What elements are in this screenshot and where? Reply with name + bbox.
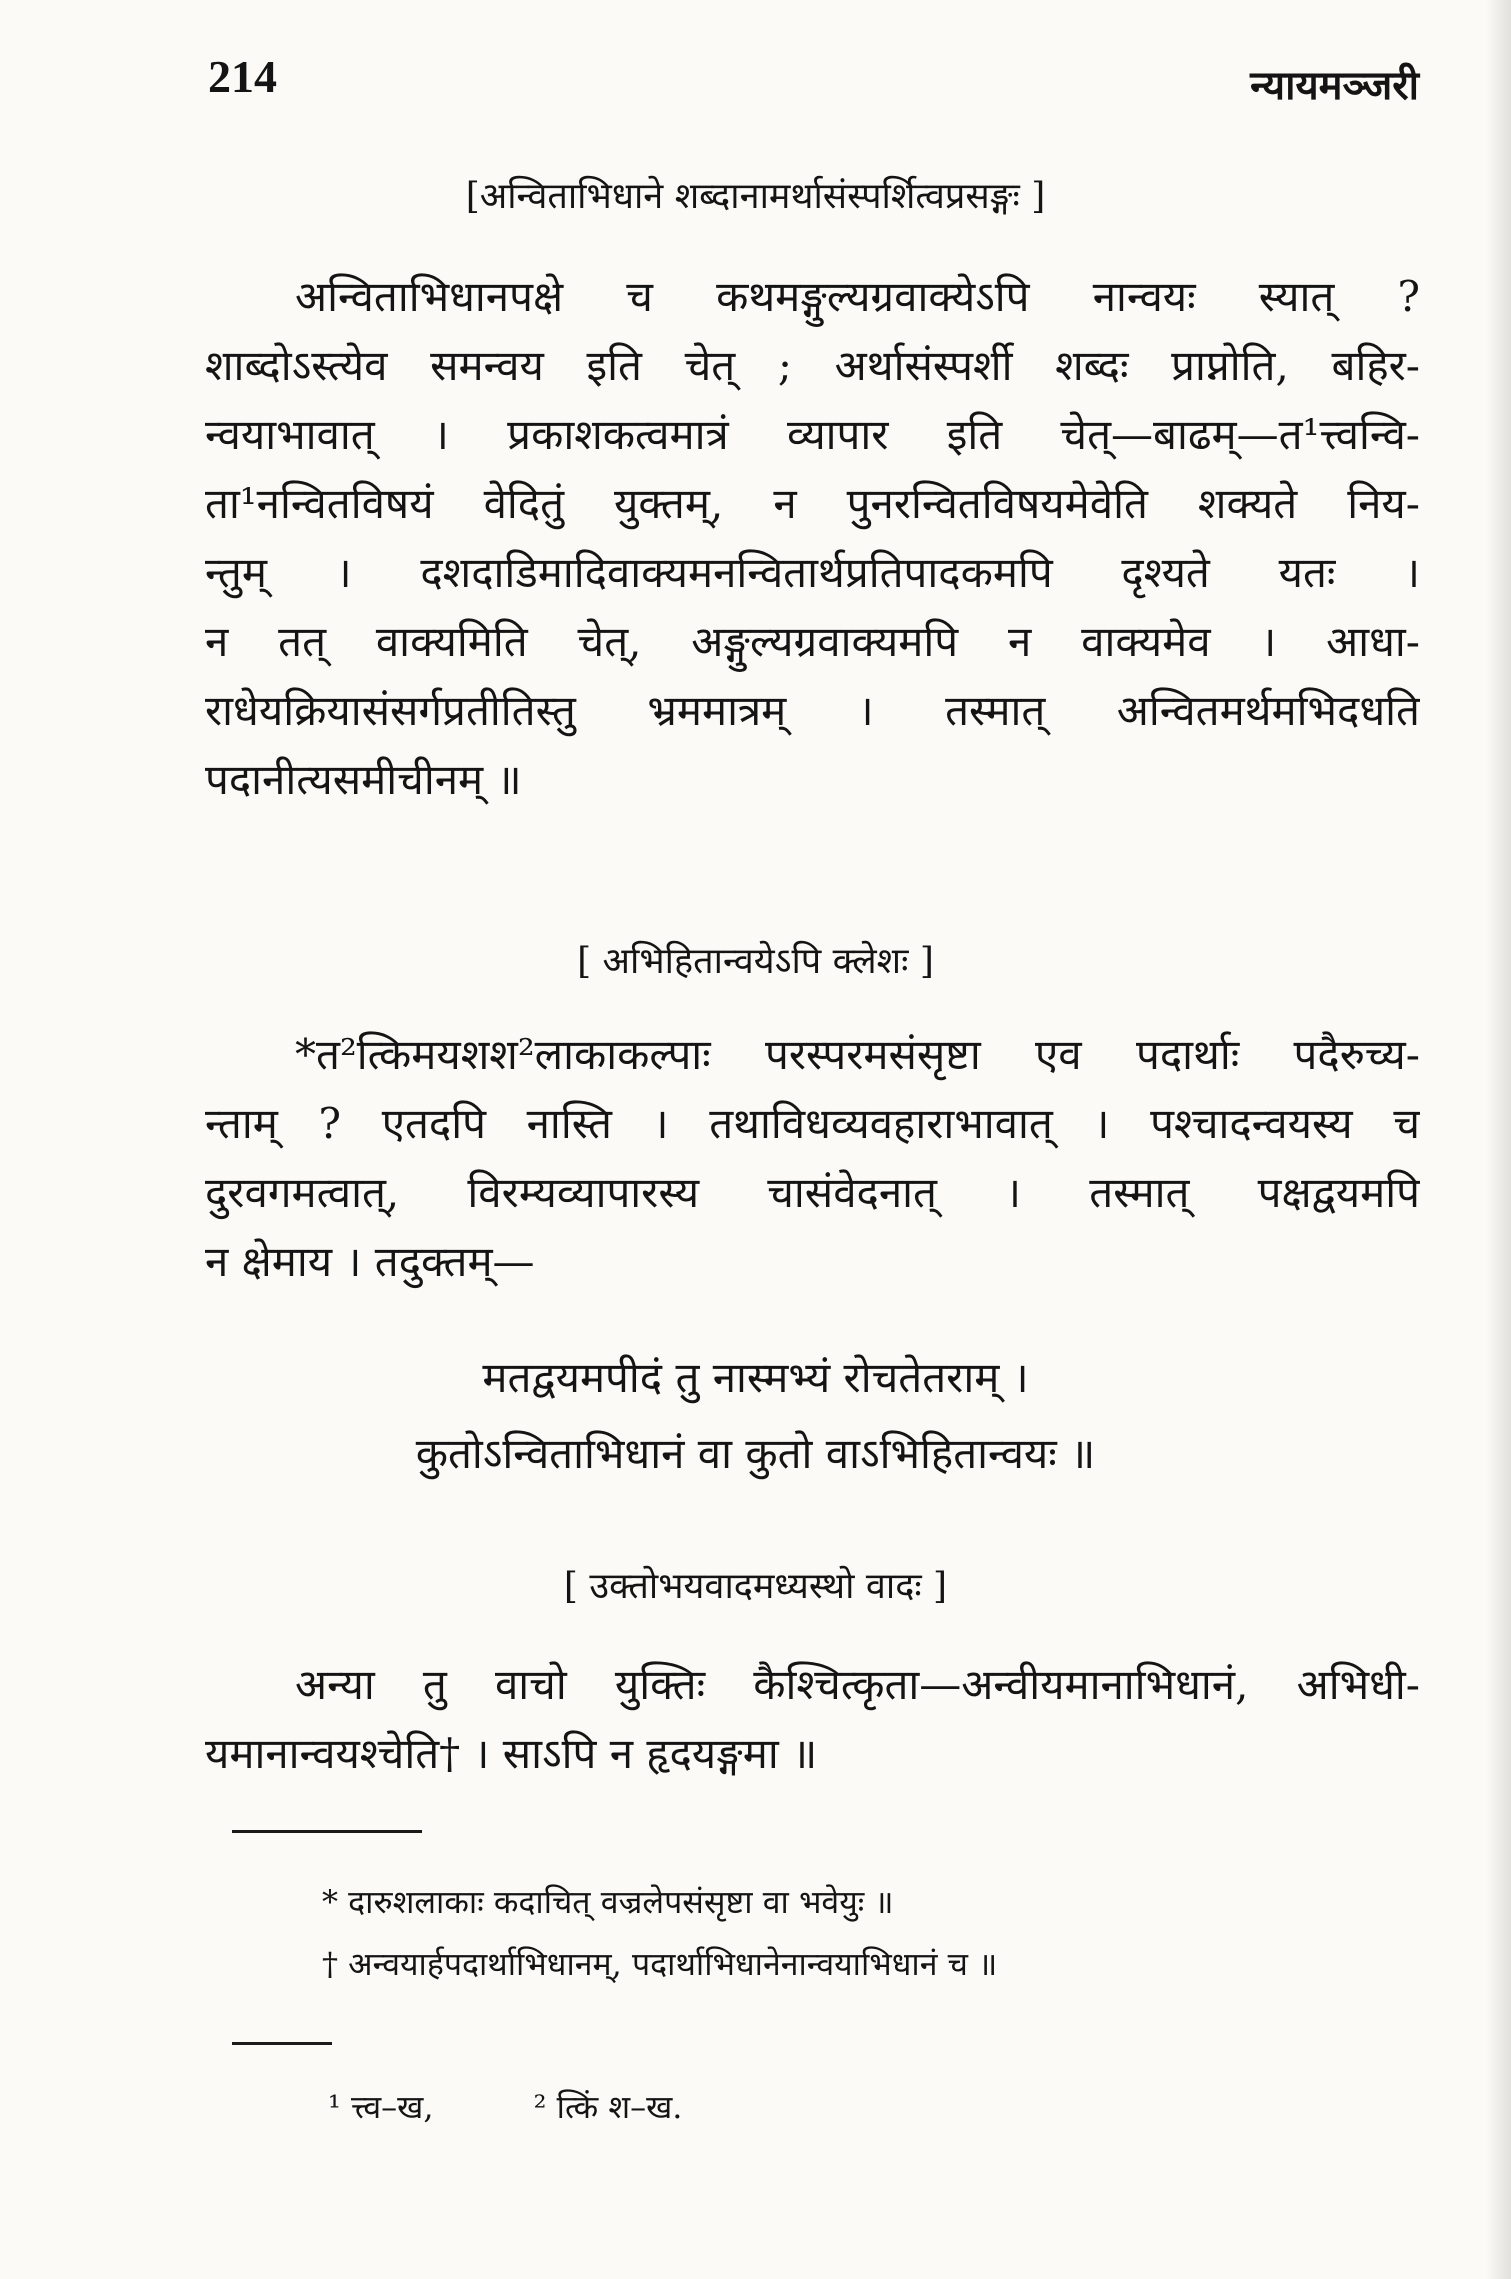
text-line: न तत् वाक्यमिति चेत्, अङ्गुल्यग्रवाक्यमपि न वाक्यमेव । आधा- bbox=[205, 617, 1420, 666]
verse-block bbox=[0, 1340, 1511, 1492]
footnote-rule bbox=[232, 1830, 422, 1833]
text-line: यमानान्वयश्चेति† । साऽपि न हृदयङ्गमा ॥ bbox=[205, 1729, 818, 1778]
text-line: दुरवगमत्वात्, विरम्यव्यापारस्य चासंवेदनात् । तस्मात् पक्षद्वयमपि bbox=[205, 1168, 1420, 1217]
footnote-star: * दारुशलाकाः कदाचित् वज्रलेपसंसृष्टा वा भवेयुः ॥ bbox=[322, 1883, 894, 1921]
paragraph-1 bbox=[205, 262, 1420, 814]
running-title: न्यायमञ्जरी bbox=[1250, 62, 1419, 109]
text-line: न्वयाभावात् । प्रकाशकत्वमात्रं व्यापार इति चेत्—बाढम्—त¹त्त्वन्वि- bbox=[205, 410, 1420, 459]
verse-line: कुतोऽन्विताभिधानं वा कुतो वाऽभिहितान्वयः ॥ bbox=[415, 1429, 1096, 1478]
text-line: अन्या तु वाचो युक्तिः कैश्चित्कृता—अन्वीयमानाभिधानं, अभिधी- bbox=[295, 1660, 1420, 1709]
page-edge-shadow bbox=[1485, 0, 1511, 2279]
paragraph-2 bbox=[205, 1020, 1420, 1296]
page-number: 214 bbox=[208, 51, 277, 102]
variant-2: ² त्किं श–ख. bbox=[533, 2088, 683, 2126]
paragraph-3 bbox=[205, 1650, 1420, 1788]
variants-rule bbox=[232, 2042, 332, 2045]
verse-line: मतद्वयमपीदं तु नास्मभ्यं रोचतेतराम् । bbox=[482, 1353, 1029, 1402]
text-line: अन्विताभिधानपक्षे च कथमङ्गुल्यग्रवाक्येऽपि नान्वयः स्यात् ? bbox=[295, 272, 1420, 321]
section-heading-1: [अन्विताभिधाने शब्दानामर्थासंस्पर्शित्वप्रसङ्गः ] bbox=[465, 176, 1046, 217]
text-line: पदानीत्यसमीचीनम् ॥ bbox=[205, 755, 522, 804]
text-line: न्ताम् ? एतदपि नास्ति । तथाविधव्यवहाराभावात् । पश्चादन्वयस्य च bbox=[205, 1099, 1420, 1148]
section-heading-3: [ उक्तोभयवादमध्यस्थो वादः ] bbox=[563, 1566, 948, 1607]
text-line: शाब्दोऽस्त्येव समन्वय इति चेत् ; अर्थासंस्पर्शी शब्दः प्राप्नोति, बहिर- bbox=[205, 341, 1420, 390]
text-line: राधेयक्रियासंसर्गप्रतीतिस्तु भ्रममात्रम् । तस्मात् अन्वितमर्थमभिदधति bbox=[205, 686, 1420, 735]
text-line: न क्षेमाय । तदुक्तम्— bbox=[205, 1237, 535, 1286]
text-line: *त²त्किमयशश²लाकाकल्पाः परस्परमसंसृष्टा एव पदार्थाः पदैरुच्य- bbox=[295, 1030, 1420, 1079]
section-heading-2: [ अभिहितान्वयेऽपि क्लेशः ] bbox=[577, 941, 934, 982]
footnote-dagger: † अन्वयार्हपदार्थाभिधानम्, पदार्थाभिधानेनान्वयाभिधानं च ॥ bbox=[322, 1945, 998, 1983]
text-line: ता¹नन्वितविषयं वेदितुं युक्तम्, न पुनरन्वितविषयमेवेति शक्यते निय- bbox=[205, 479, 1420, 528]
variant-readings bbox=[328, 2085, 682, 2128]
variant-1: ¹ त्त्व–ख, bbox=[328, 2088, 434, 2126]
text-line: न्तुम् । दशदाडिमादिवाक्यमनन्वितार्थप्रतिपादकमपि दृश्यते यतः । bbox=[205, 548, 1420, 597]
